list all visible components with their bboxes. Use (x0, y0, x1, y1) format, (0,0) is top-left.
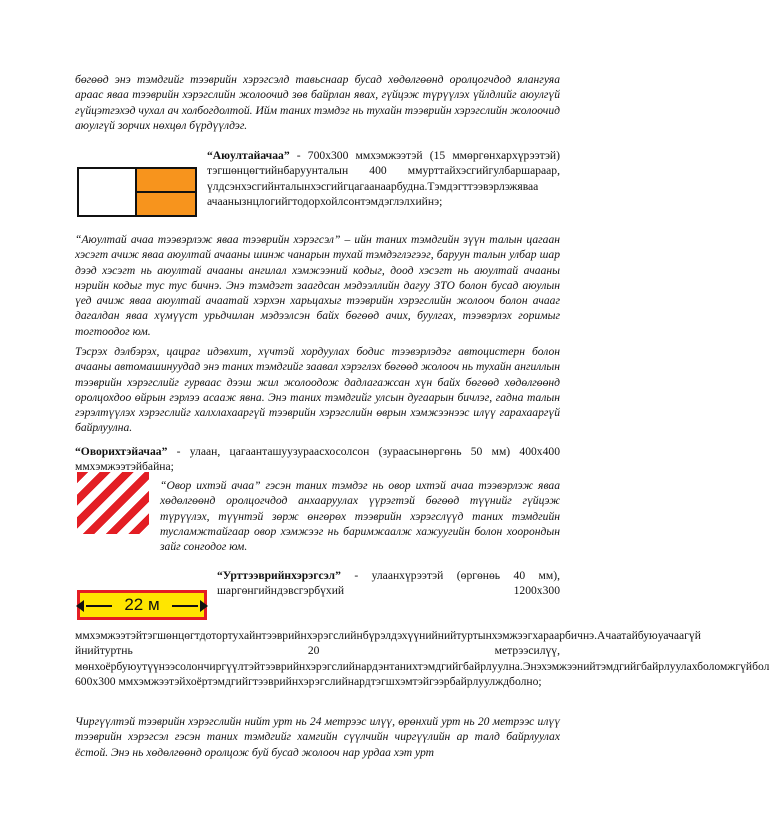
section-long-vehicle (75, 568, 769, 689)
section-hazardous-para: Тэсрэх дэлбэрэх, цацраг идэвхит, хүчтэй хордуулах бодис тээвэрлэдэг автоцистерн болон ачааны автомашинуудад энэ таних тэмдгийг заавал хэрэглэх бөгөөд жолооч нь тухайн ангиллын тээврийн хэрэгслийг гурваас дээш жил жолоодож дадлагажсан хүн байх бөгөөд хөдөлгөөнд оролцохдоо өйрын гэрлээ асааж явна. Энэ таних тэмдгийг улсын дугаарын бичлэг, гадна талын гэрэлтүүлэх хэрэгслийг халхлахааргүй тээврийн хэрэгслийн өврын хэмжээнээс илүү гарахааргүй байрлуулна. (75, 345, 560, 435)
section-oversize (75, 444, 560, 475)
oversize-cargo-sign (77, 472, 149, 534)
section-long-vehicle-title: “Урттээврийнхэрэгсэл” (217, 569, 341, 582)
section-long-vehicle-quote: Чиргүүлтэй тээврийн хэрэгслийн нийт урт нь 24 метрээс илүү, өрөнхий урт нь 20 метрээс илүү тээврийн хэрэгсэл гэсэн таних тэмдгийг хамгийн сүүлчийн чиргүүлийн ар талд байрлуулах ёстой. Энэ нь хөдөлгөөнд оролцож буй бусад жолооч нар урдаа хэт урт (75, 715, 560, 759)
intro-paragraph: бөгөөд энэ тэмдгийг тээврийн хэрэгсэлд тавьснаар бусад хөдөлгөөнд оролцогчдод ялангуяа араас яваа тээврийн хэрэгслийн жолоочид зөв байрлан явах, гүйцэж түрүүлэх үйлдлийг аюулгүй гүйцэтгэхэд чухал ач холбогдолтой. Ийм таних тэмдэг нь тухайн тээврийн хэрэгслийн жолоочид аюулгүй зорчих нөхцөл бүрдүүлдэг. (75, 73, 560, 132)
section-long-vehicle-head: - улаанхүрээтэй (өргөнөь 40 мм), шаргөнгийндэвсгэрбүхий 1200х300 ммхэмжээтэйтэгшөнцөгтдотортухайнтээврийнхэрэгслийнбүрэлдэхүүнийнийтуртынхэмжээгхараарбичнэ.Ачаатайбуюуачаагүй йнийтуртнь 20 метрээсилүү, мөнхоёрбуюутүүнээсолончиргүүлтэйтээврийнхэрэгслийнардэнтанихтэмдгийгбайрлуулна.Энэхэмжээнийтэмдгийгбайрлуулахболомжгүйбол 600х300 ммхэмжээтэйхоёртэмдгийгтээврийнхэрэгслийнардтэгшхэмтэйгээрбайрлуулждболно; (75, 569, 769, 688)
section-hazardous-head: - 700x300 ммхэмжээтэй (15 ммөргөнхархүрээтэй) тэгшөнцөгтийнбаруунталын 400 ммурттайхэсгийгулбаршараар, үлдсэнхэсгийнталынхэсгийгцагаанаарбудна.Тэмдэгттээвэрлэжяваа ачаанызнцлогийгтодорхойлсонтэмдэглэлхийнэ; (207, 149, 560, 208)
sign-spacer (75, 163, 207, 223)
section-oversize-quote: “Овор ихтэй ачаа” гэсэн таних тэмдэг нь овор ихтэй ачаа тээвэрлэж яваа хөдөлгөөнд оролцогчдод анхааруулах үүрэгтэй бөгөөд түүнийг гүйцэж түрүүлэх, түүнтэй зөрж өнгөрөх тээврийн хэрэгслүүд таних тэмдгийн тусламжтайгаар овор хэмжээг нь баримжаалж хажуугийн болон хоорондын зайг сонгодог юм. (160, 479, 560, 554)
sign-length-label: 22 м (120, 597, 163, 612)
section-hazardous-quote: “Аюултай ачаа тээвэрлэж яваа тээврийн хэрэгсэл” – ийн таних тэмдгийн зүүн талын цагаан хэсэгт ачиж яваа аюултай ачааны шинж чанарын тухай тэмдэглэгээг, баруун талын улбар шар дээд хэсэгт нь аюултай ачааны ангилал хэмжээний кодыг, доод хэсэгт нь аюултай ачааны нэрийн кодыг тус тус бичнэ. Энэ тэмдэгт заагдсан мэдээллийн дагуу ЗТО болон бусад аюулын үед ачиж яваа аюултай ачаатай хэрхэн харьцахыг тээврийн хэрэгслийн жолооч болон ачааг дагалдан яваа хүмүүст урьдчилан мэдээлсэн байх бөгөөд ачих, буулгах, тээвэрлэх горимыг тогтоодог юм. (75, 233, 560, 338)
section-hazardous (75, 148, 560, 223)
section-oversize-title: “Оворихтэйачаа” (75, 445, 168, 458)
section-hazardous-title: “Аюултайачаа” (207, 149, 290, 162)
section-oversize-head: - улаан, цагаанташуузураасхосолсон (зураасынөргөнь 50 мм) 400х400 ммхэмжээтэйбайна; (75, 445, 560, 474)
